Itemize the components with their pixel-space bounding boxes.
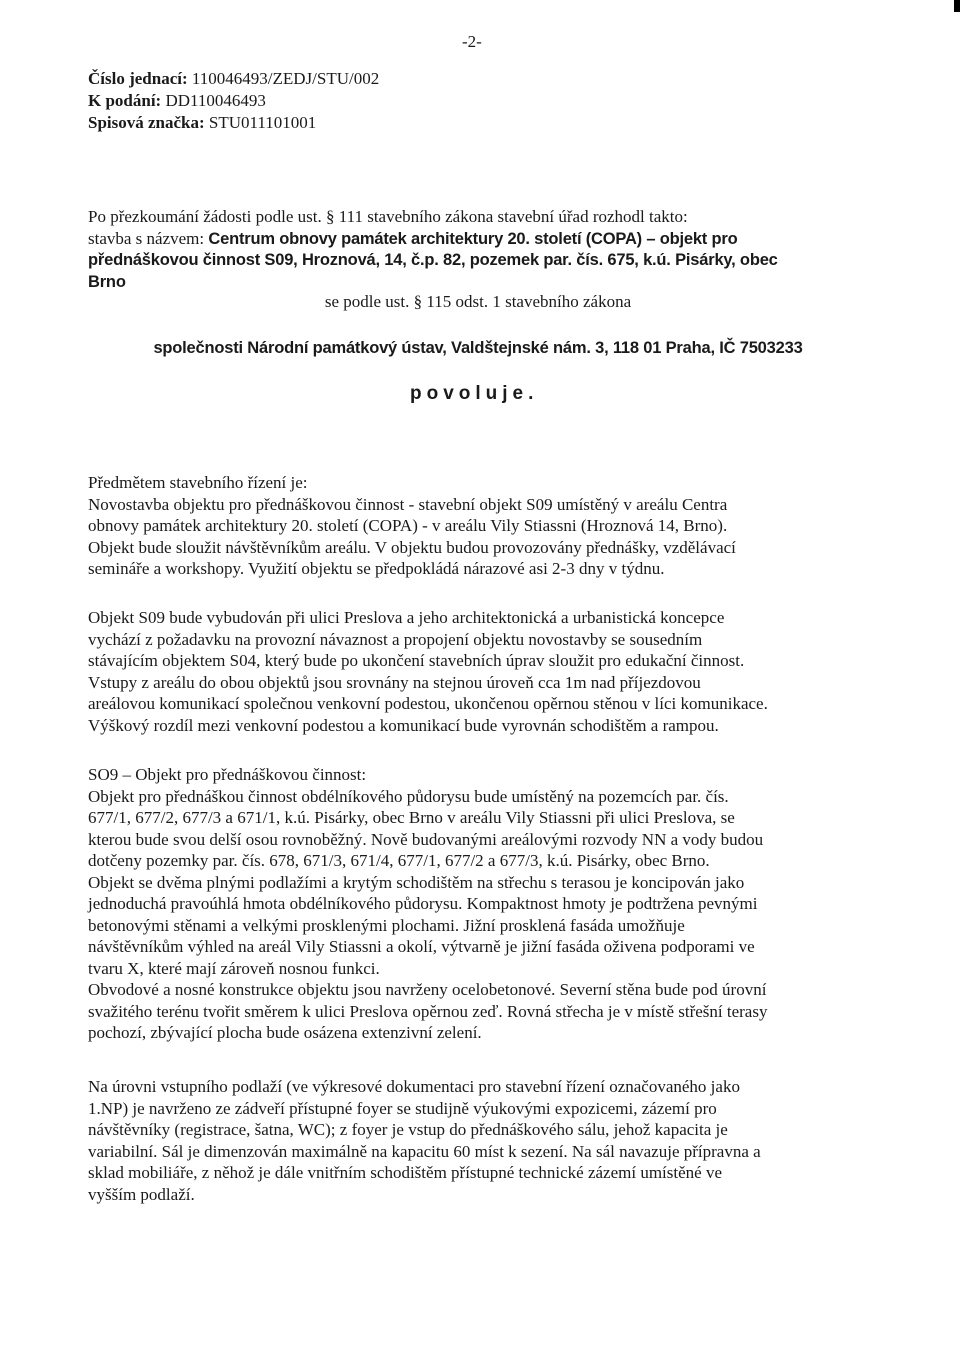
floor-line: Na úrovni vstupního podlaží (ve výkresové dokumentaci pro stavební řízení označovaného jako — [88, 1077, 740, 1096]
floor-paragraph — [88, 1076, 868, 1205]
building-name-first-line — [88, 228, 868, 251]
subject-line: Novostavba objektu pro přednáškovou činnost - stavební objekt S09 umístěný v areálu Centra — [88, 494, 728, 514]
so9-line: návštěvníkům výhled na areál Vily Stiassni a okolí, výtvarně je jižní fasáda oživena podporami ve — [88, 937, 755, 956]
filing-label: K podání: — [88, 91, 162, 110]
scan-corner-mark — [954, 0, 960, 12]
floor-line: sklad mobiliáře, z něhož je dále vnitřním schodištěm přístupné technické zázemí umístěné ve — [88, 1163, 722, 1182]
so9-line: betonovými stěnami a velkými prosklenými plochami. Jižní prosklená fasáda umožňuje — [88, 915, 685, 935]
case-number-value: 110046493/ZEDJ/STU/002 — [191, 69, 380, 88]
s09-line: Objekt S09 bude vybudován při ulici Preslova a jeho architektonická a urbanistická koncepce — [88, 608, 725, 627]
building-name-part-1: Centrum obnovy památek architektury 20. století (COPA) – objekt pro — [208, 229, 738, 248]
page-number: -2- — [462, 32, 482, 51]
so9-line: kterou bude svou delší osou rovnoběžný. Nově budovanými areálovými rozvody NN a vody budou — [88, 829, 764, 849]
building-name-prefix: stavba s názvem: — [88, 228, 205, 248]
so9-line: Objekt pro přednáškou činnost obdélníkového půdorysu bude umístěný na pozemcích par. čís. — [88, 786, 729, 806]
file-reference-value: STU011101001 — [208, 113, 317, 132]
floor-line: 1.NP) je navrženo ze zádveří přístupné foyer se studijně výukovými expozicemi, zázemí pro — [88, 1098, 717, 1118]
filing-row — [88, 90, 379, 112]
subject-line: obnovy památek architektury 20. století (COPA) - v areálu Vily Stiassni (Hroznová 14, Brno). — [88, 516, 728, 535]
file-reference-label: Spisová značka: — [88, 113, 205, 132]
case-number-row — [88, 68, 379, 90]
s09-line: Vstupy z areálu do obou objektů jsou srovnány na stejnou úroveň cca 1m nad příjezdovou — [88, 672, 701, 692]
law-reference: se podle ust. § 115 odst. 1 stavebního zákona — [324, 292, 632, 311]
subject-section — [88, 472, 868, 580]
floor-line: vyšším podlaží. — [88, 1184, 195, 1204]
so9-line: 677/1, 677/2, 677/3 a 671/1, k.ú. Pisárky, obec Brno v areálu Vily Stiassni při ulici Preslova, se — [88, 808, 735, 827]
so9-line: svažitého terénu tvořit směrem k ulici Preslova opěrnou zeď. Rovná střecha je v místě střešní terasy — [88, 1001, 768, 1021]
so9-heading: SO9 – Objekt pro přednáškovou činnost: — [88, 765, 367, 784]
building-name-part-2: přednáškovou činnost S09, Hroznová, 14, č.p. 82, pozemek par. čís. 675, k.ú. Pisárky, obec — [88, 251, 778, 269]
subject-line: semináře a workshopy. Využití objektu se předpokládá nárazové asi 2-3 dny v týdnu. — [88, 559, 665, 578]
s09-line: areálovou komunikací společnou venkovní podestou, ukončenou opěrnou stěnou v líci komunikace. — [88, 694, 768, 713]
building-name-part-3: Brno — [88, 272, 126, 291]
s09-line: vychází z požadavku na provozní návaznost a propojení objektu novostavby se sousedním — [88, 629, 703, 649]
so9-line: tvaru X, které mají zároveň nosnou funkci. — [88, 958, 380, 978]
floor-line: variabilní. Sál je dimenzován maximálně na kapacitu 60 míst k sezení. Na sál navazuje přípravna a — [88, 1141, 761, 1161]
floor-line: návštěvníky (registrace, šatna, WC); z foyer je vstup do přednáškového sálu, jehož kapacita je — [88, 1120, 728, 1139]
subject-heading: Předmětem stavebního řízení je: — [88, 473, 308, 492]
so9-line: Obvodové a nosné konstrukce objektu jsou navrženy ocelobetonové. Severní stěna bude pod úrovní — [88, 980, 767, 999]
so9-line: jednoduchá pravoúhlá hmota obdélníkového půdorysu. Kompaktnost hmoty je podtržena pevnými — [88, 894, 758, 913]
so9-line: Objekt se dvěma plnými podlažími a krytým schodištěm na střechu s terasou je koncipován jako — [88, 872, 745, 892]
filing-value: DD110046493 — [165, 91, 266, 110]
decision-block — [88, 206, 868, 293]
applicant-company: společnosti Národní památkový ústav, Valdštejnské nám. 3, 118 01 Praha, IČ 7503233 — [153, 339, 803, 357]
document-header — [88, 68, 379, 134]
subject-line: Objekt bude sloužit návštěvníkům areálu. V objektu budou provozovány přednášky, vzdělávací — [88, 537, 736, 557]
s09-line: Výškový rozdíl mezi venkovní podestou a komunikací bude vyrovnán schodištěm a rampou. — [88, 715, 719, 735]
case-number-label: Číslo jednací: — [88, 69, 188, 88]
s09-line: stávajícím objektem S04, který bude po ukončení stavebních úprav sloužit pro edukační činnost. — [88, 651, 745, 670]
file-reference-row — [88, 112, 379, 134]
so9-line: dotčeny pozemky par. čís. 678, 671/3, 671/4, 677/1, 677/2 a 677/3, k.ú. Pisárky, obec Brno. — [88, 851, 710, 870]
so9-line: pochozí, zbývající plocha bude osázena extenzivní zelení. — [88, 1023, 482, 1042]
verdict-permits: povoluje. — [410, 383, 539, 404]
decision-intro: Po přezkoumání žádosti podle ust. § 111 stavebního zákona stavební úřad rozhodl takto: — [88, 207, 688, 226]
s09-paragraph — [88, 607, 868, 736]
so9-section — [88, 764, 868, 1044]
